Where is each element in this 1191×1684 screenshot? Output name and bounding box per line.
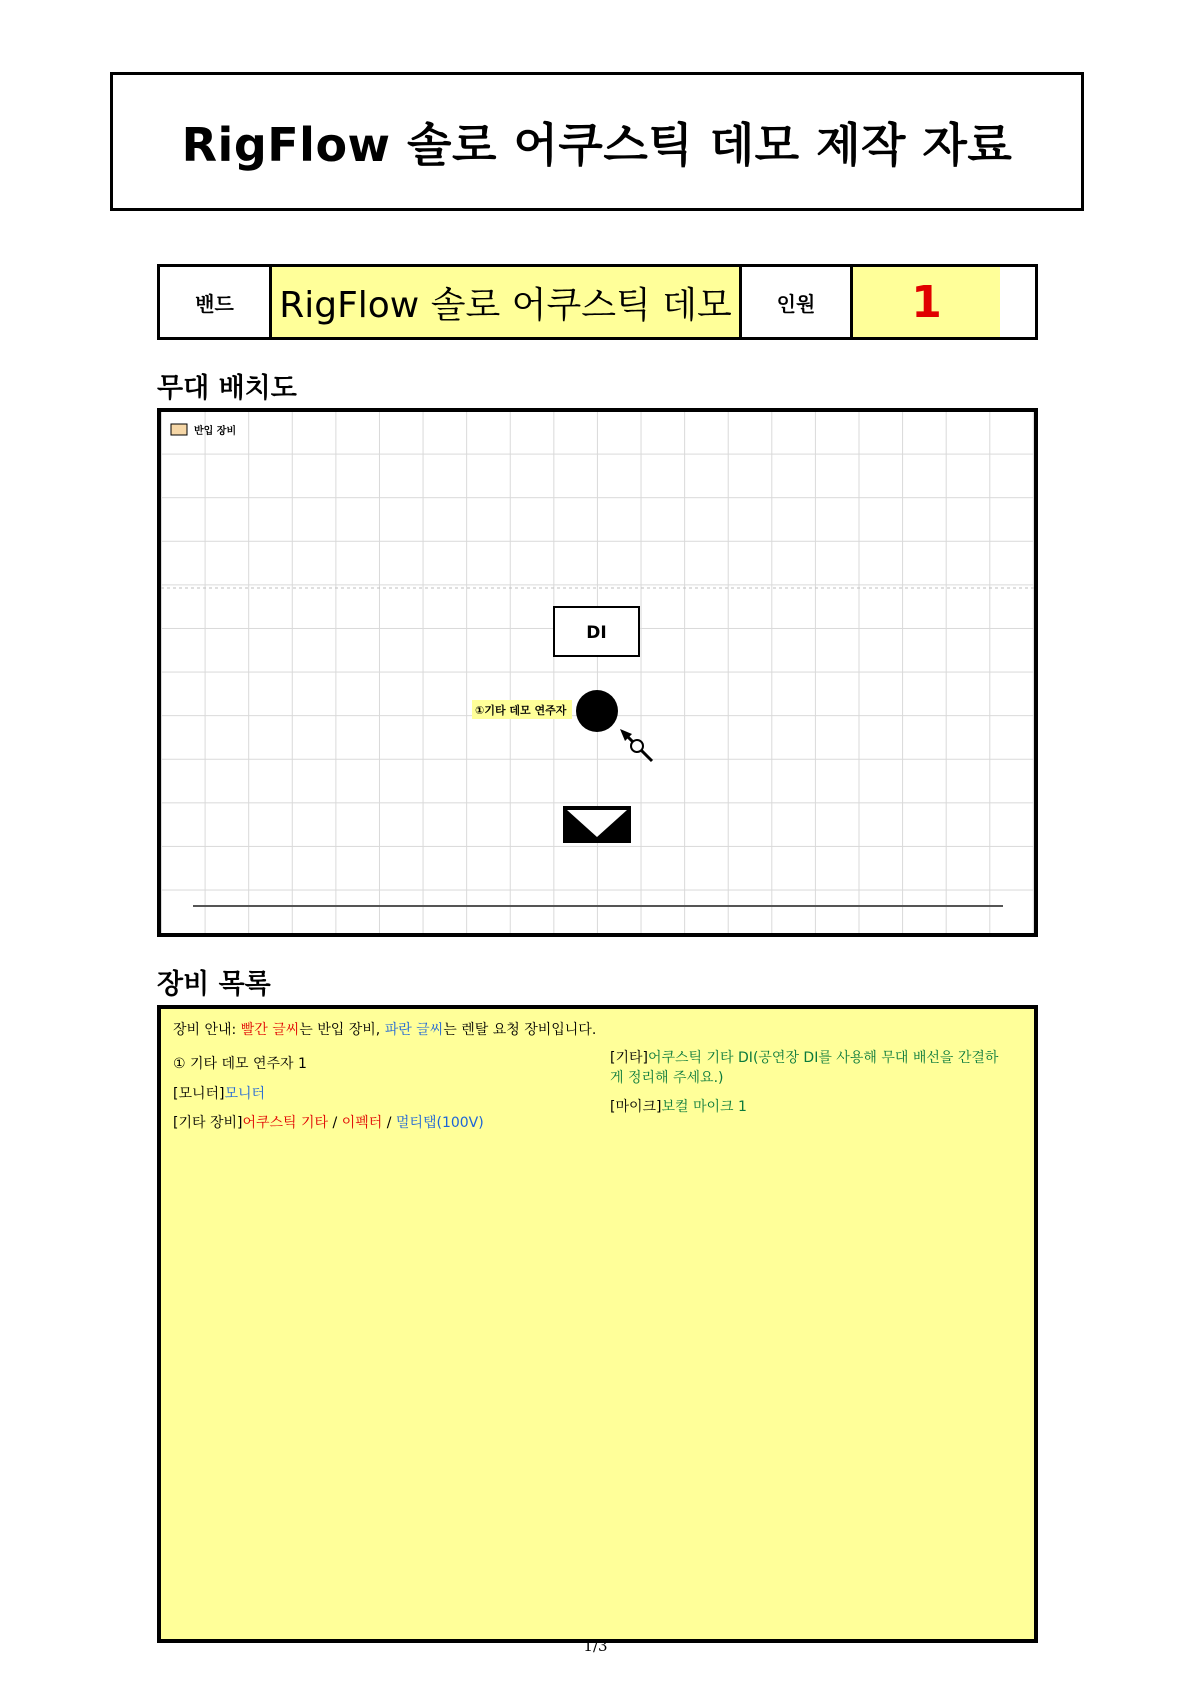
members-cell [853,267,1035,337]
band-name: RigFlow 솔로 어쿠스틱 데모 [272,267,742,337]
members-count: 1 [853,267,1000,337]
members-label: 인원 [742,267,853,337]
performer-entry: ① 기타 데모 연주자 1 [173,1056,307,1072]
mic-entry: [마이크]보컬 마이크 1 [610,1099,747,1116]
band-label: 밴드 [160,267,272,337]
legend-label: 반입 장비 [194,426,237,437]
equipment-guide: 장비 안내: 빨간 글씨는 반입 장비, 파란 글씨는 렌탈 요청 장비입니다. [173,1022,597,1038]
gear-entry: [기타 장비]어쿠스틱 기타 / 이펙터 / 멀티탭(100V) [173,1115,484,1132]
title-box [110,72,1084,211]
equipment-left-column [173,1055,593,1144]
di-label: DI [586,623,607,643]
equipment-list [157,1005,1038,1643]
microphone-icon[interactable] [620,729,652,761]
performer-label: ①기타 데모 연주자 [475,704,567,717]
equipment-section-title: 장비 목록 [157,969,271,1000]
equipment-right-column [610,1049,1010,1128]
monitor-wedge-icon[interactable] [563,806,631,843]
legend-swatch [171,424,187,435]
etc-entry: [기타]어쿠스틱 기타 DI(공연장 DI를 사용해 무대 배선을 간결하게 정리해 주세요.) [610,1050,999,1086]
band-info-table [157,264,1038,340]
page-number: 1/3 [583,1637,608,1655]
stage-plot-canvas [161,412,1034,933]
document-title: RigFlow 솔로 어쿠스틱 데모 제작 자료 [181,117,1013,172]
stage-section-title: 무대 배치도 [157,373,297,404]
monitor-entry: [모니터]모니터 [173,1085,266,1102]
performer-circle[interactable] [576,690,618,732]
stage-plot [157,408,1038,937]
